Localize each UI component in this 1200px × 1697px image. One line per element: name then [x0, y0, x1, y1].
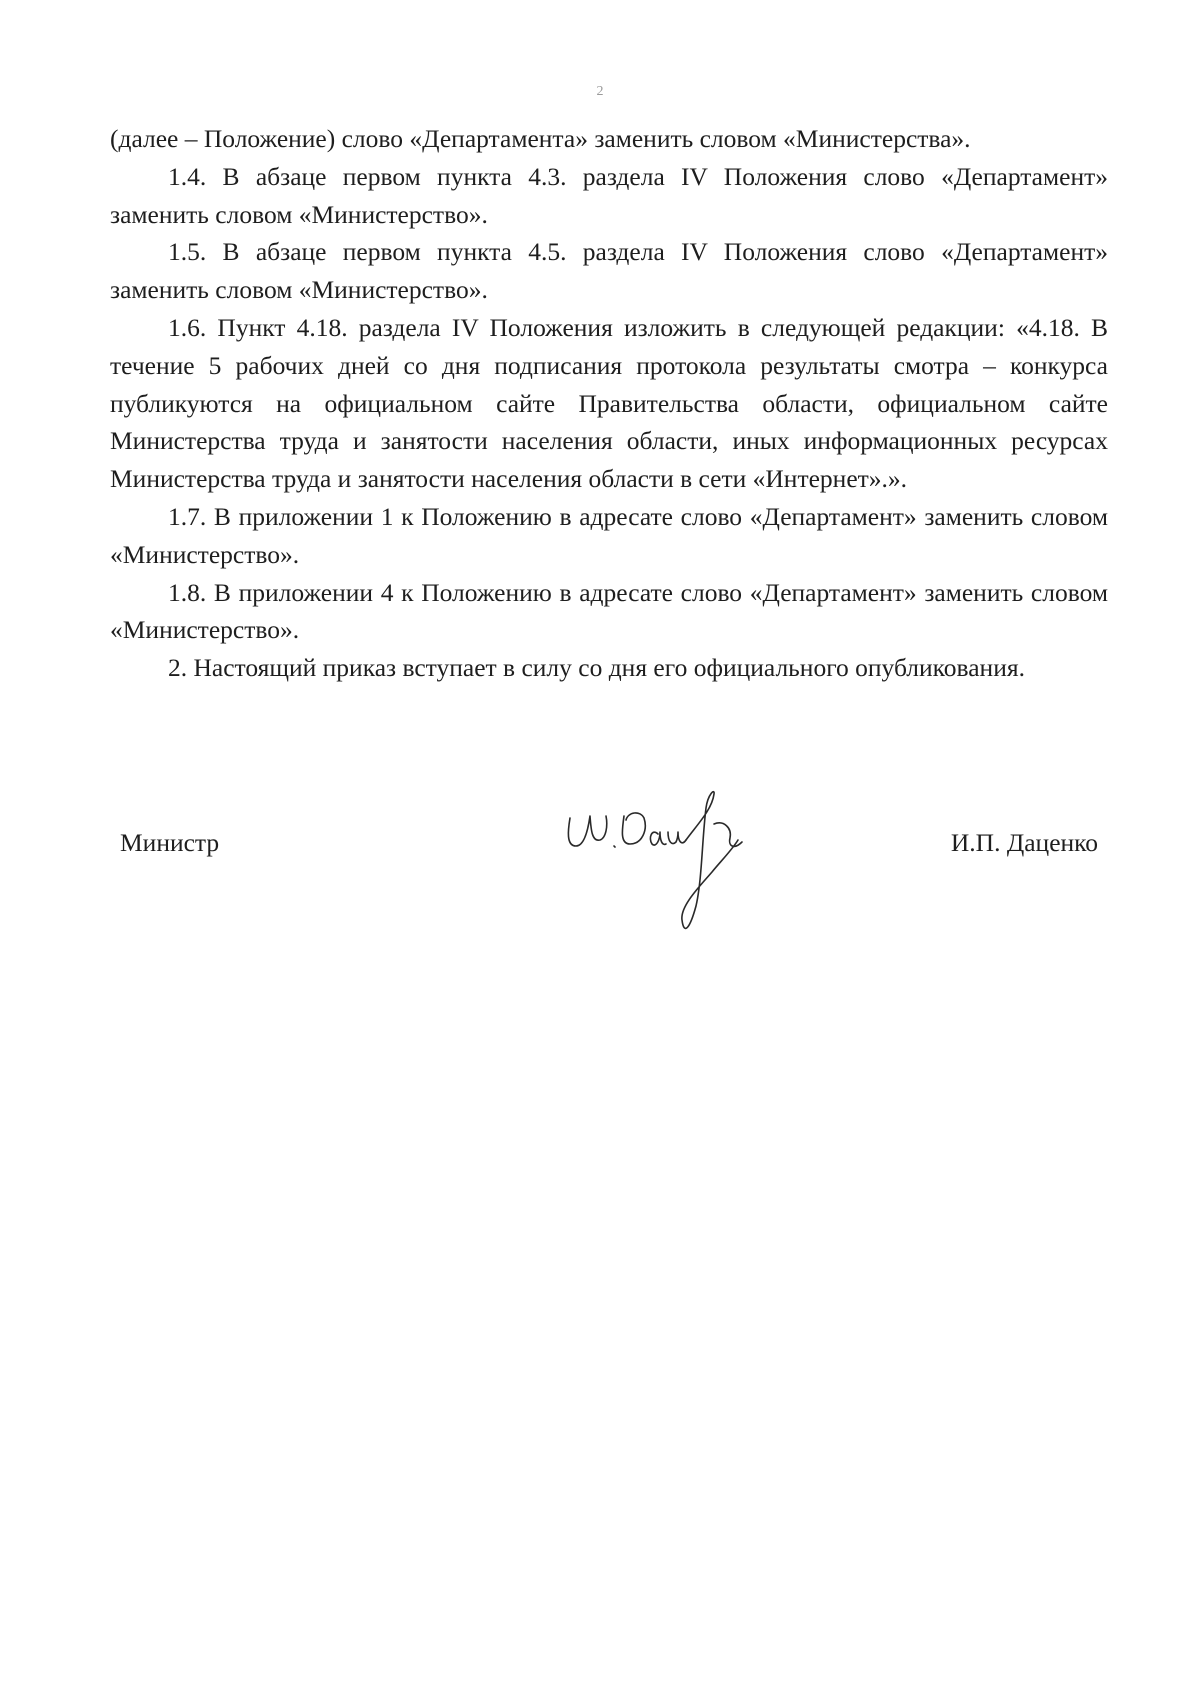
signer-name: И.П. Даценко: [950, 828, 1098, 857]
paragraph-2: 2. Настоящий приказ вступает в силу со дня его официального опубликования.: [168, 653, 1025, 683]
page-number: 2: [596, 84, 604, 99]
handwritten-signature: [562, 790, 762, 940]
signature-block: [110, 790, 1108, 940]
document-body: [110, 120, 1108, 687]
paragraph-continuation: (далее – Положение) слово «Департамента» заменить словом «Министерства».: [110, 124, 971, 153]
paragraph-1-7: 1.7. В приложении 1 к Положению в адресате слово «Департамент» заменить словом «Министерство».: [110, 501, 1108, 569]
paragraph-1-6: 1.6. Пункт 4.18. раздела IV Положения изложить в следующей редакции: «4.18. В течение 5 рабочих дней со дня подписания протокола результаты смотра – конкурса публикуются на официальном сайте Правительства области, официальном сайте Министерства труда и занятости населения области, иных информационных ресурсах Министерства труда и занятости населения области в сети «Интернет».».: [110, 312, 1108, 494]
paragraph-1-4: 1.4. В абзаце первом пункта 4.3. раздела IV Положения слово «Департамент» заменить словом «Министерство».: [110, 161, 1108, 229]
signer-position: Министр: [120, 828, 220, 857]
paragraph-1-5: 1.5. В абзаце первом пункта 4.5. раздела IV Положения слово «Департамент» заменить словом «Министерство».: [110, 237, 1108, 305]
paragraph-1-8: 1.8. В приложении 4 к Положению в адресате слово «Департамент» заменить словом «Министерство».: [110, 577, 1108, 645]
